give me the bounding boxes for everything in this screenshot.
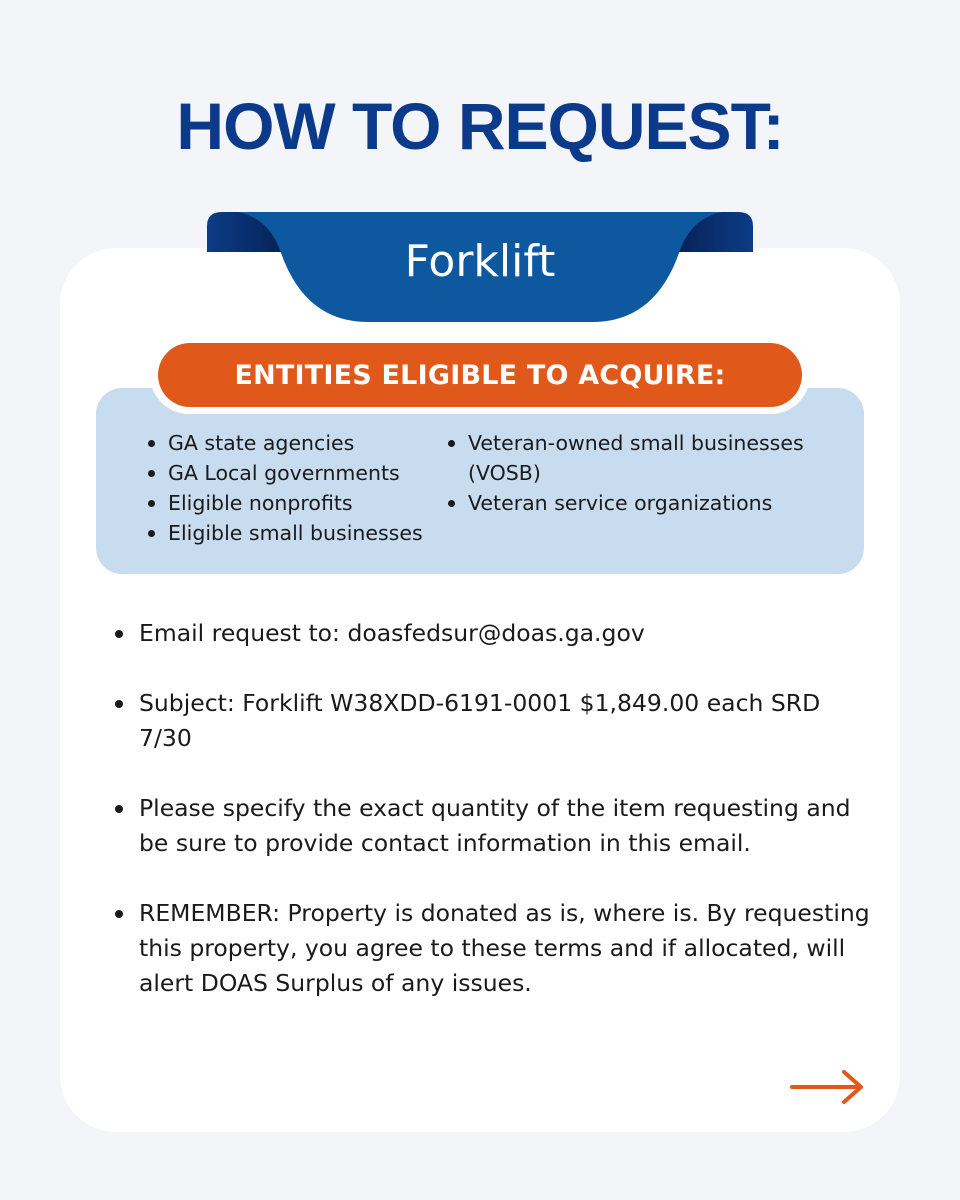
instruction-quantity: Please specify the exact quantity of the item requesting and be sure to provide contact information in this email. xyxy=(112,791,872,861)
list-item: GA state agencies xyxy=(146,428,446,458)
instruction-subject: Subject: Forklift W38XDD-6191-0001 $1,849.00 each SRD 7/30 xyxy=(112,686,872,756)
instructions-list xyxy=(112,616,872,1036)
page-title: HOW TO REQUEST: xyxy=(176,89,784,163)
eligible-list-column-2 xyxy=(446,428,846,518)
list-item: Eligible nonprofits xyxy=(146,488,446,518)
list-item: Veteran-owned small businesses (VOSB) xyxy=(446,428,846,488)
list-item: Veteran service organizations xyxy=(446,488,846,518)
arrow-right-icon[interactable] xyxy=(790,1068,866,1106)
instruction-email: Email request to: doasfedsur@doas.ga.gov xyxy=(112,616,872,651)
list-item: GA Local governments xyxy=(146,458,446,488)
eligible-title: ENTITIES ELIGIBLE TO ACQUIRE: xyxy=(158,343,802,407)
item-name: Forklift xyxy=(404,236,556,287)
eligible-list-column-1 xyxy=(146,428,446,548)
item-ribbon xyxy=(0,0,960,340)
list-item: Eligible small businesses xyxy=(146,518,446,548)
instruction-remember: REMEMBER: Property is donated as is, where is. By requesting this property, you agree to these terms and if allocated, will alert DOAS Surplus of any issues. xyxy=(112,896,872,1001)
